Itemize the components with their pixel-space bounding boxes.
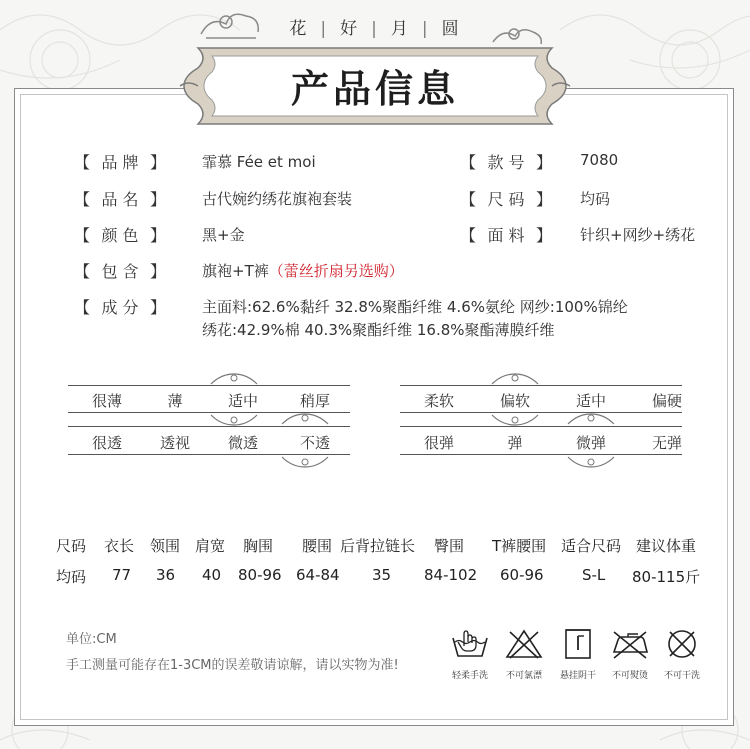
- slogan-char: 圆: [441, 19, 461, 39]
- scale-option: 偏软: [499, 392, 530, 410]
- color-label: 【 颜 色 】: [74, 226, 166, 245]
- size-table-header: 适合尺码: [561, 537, 622, 555]
- hand-wash-icon: [450, 628, 490, 660]
- fabric-value: 针织+网纱+绣花: [580, 226, 696, 244]
- brand-value: 霏慕 Fée et moi: [202, 153, 316, 171]
- scale-option-selected: 适中: [227, 392, 258, 410]
- size-table-cell: 64-84: [296, 566, 340, 584]
- care-item: [494, 628, 554, 681]
- size-table-cell: 77: [112, 566, 132, 584]
- selected-marker-icon: [280, 412, 330, 426]
- size-table-cell: 35: [372, 566, 392, 584]
- no-iron-icon: [610, 628, 650, 660]
- care-item: [440, 628, 500, 681]
- size-value: 均码: [580, 190, 611, 208]
- size-table-header: 胸围: [243, 537, 274, 555]
- size-table-header: T裤腰围: [492, 537, 547, 555]
- slogan-divider: |: [421, 19, 430, 39]
- size-label: 【 尺 码 】: [460, 190, 552, 209]
- selected-marker-icon: [209, 372, 259, 386]
- size-table-header: 后背拉链长: [340, 537, 416, 555]
- style-number-label: 【 款 号 】: [460, 153, 552, 172]
- slogan-divider: |: [371, 19, 379, 39]
- selected-marker-icon: [566, 412, 616, 426]
- includes-items: 旗袍+T裤: [202, 262, 269, 280]
- size-table-cell: 84-102: [424, 566, 478, 584]
- size-table-cell: S-L: [582, 566, 606, 584]
- size-table-cell: 80-96: [238, 566, 282, 584]
- fabric-feel-scales-left: [68, 378, 350, 458]
- scale-option: 无弹: [651, 434, 682, 452]
- slogan: [0, 14, 750, 39]
- composition-value: 主面料:62.6%黏纤 32.8%聚酯纤维 4.6%氨纶 网纱:100%锦纶: [202, 298, 628, 316]
- size-table-cell: 60-96: [500, 566, 544, 584]
- slogan-char: 花: [289, 19, 309, 39]
- scale-option: 很弹: [423, 434, 454, 452]
- care-label: 不可干洗: [663, 671, 700, 681]
- care-label: 不可熨烫: [611, 671, 648, 681]
- size-table-header: 衣长: [104, 537, 135, 555]
- product-name-value: 古代婉约绣花旗袍套装: [202, 190, 353, 208]
- fabric-label: 【 面 料 】: [460, 226, 552, 245]
- size-table-header: 尺码: [56, 537, 87, 555]
- scale-option: 微透: [227, 434, 258, 452]
- includes-note: （蕾丝折扇另选购）: [268, 262, 404, 280]
- care-item: [548, 628, 608, 681]
- size-table-cell: 80-115斤: [632, 568, 701, 586]
- scale-option-selected: 不透: [299, 434, 330, 452]
- scale-option: 偏硬: [651, 392, 682, 410]
- size-table-header: 肩宽: [195, 537, 226, 555]
- scale-line: [400, 385, 682, 386]
- scale-option-selected: 微弹: [575, 434, 606, 452]
- selected-marker-icon: [280, 455, 330, 469]
- selected-marker-icon: [209, 413, 259, 427]
- selected-marker-icon: [490, 372, 540, 386]
- composition-label: 【 成 分 】: [74, 298, 166, 317]
- slogan-divider: |: [320, 19, 329, 39]
- size-table-cell: 40: [202, 566, 222, 584]
- page-title: 产品信息: [290, 66, 459, 111]
- includes-label: 【 包 含 】: [74, 262, 166, 281]
- scale-option: 透视: [159, 434, 190, 452]
- scale-line: [400, 426, 682, 427]
- scale-line: [400, 412, 682, 413]
- color-value: 黑+金: [202, 226, 245, 244]
- scale-option: 适中: [575, 392, 606, 410]
- size-table-header: 臀围: [434, 537, 465, 555]
- slogan-char: 月: [390, 19, 410, 39]
- size-table-header: 建议体重: [636, 537, 697, 555]
- unit-note: 单位:CM: [66, 632, 117, 647]
- no-bleach-icon: [504, 628, 544, 660]
- scale-line: [400, 454, 682, 455]
- scale-option: 柔软: [423, 392, 454, 410]
- scale-option: 弹: [507, 434, 523, 452]
- composition-value-2: 绣花:42.9%棉 40.3%聚酯纤维 16.8%聚酯薄膜纤维: [202, 321, 555, 339]
- style-number-value: 7080: [580, 151, 619, 169]
- selected-marker-icon: [490, 413, 540, 427]
- includes-value: [202, 260, 404, 281]
- size-table-cell: 36: [156, 566, 176, 584]
- care-label: 悬挂阴干: [559, 671, 596, 681]
- selected-marker-icon: [566, 455, 616, 469]
- scale-line: [68, 426, 350, 427]
- fabric-feel-scales-right: [400, 378, 682, 458]
- care-item: [652, 628, 712, 681]
- size-table-cell: 均码: [56, 568, 87, 586]
- care-label: 轻柔手洗: [451, 671, 488, 681]
- no-dry-clean-icon: [662, 628, 702, 660]
- care-item: [600, 628, 660, 681]
- slogan-char: 好: [340, 19, 360, 39]
- hang-dry-icon: [558, 628, 598, 660]
- care-label: 不可氯漂: [505, 671, 542, 681]
- scale-option: 很薄: [91, 392, 122, 410]
- brand-label: 【 品 牌 】: [74, 153, 166, 172]
- measurement-note: 手工测量可能存在1-3CM的误差敬请谅解，请以实物为准!: [66, 658, 399, 673]
- scale-option: 稍厚: [299, 392, 330, 410]
- size-table-header: 领围: [150, 537, 181, 555]
- size-table-header: 腰围: [302, 537, 333, 555]
- scale-option: 薄: [167, 392, 183, 410]
- product-name-label: 【 品 名 】: [74, 190, 166, 209]
- scale-option: 很透: [91, 434, 122, 452]
